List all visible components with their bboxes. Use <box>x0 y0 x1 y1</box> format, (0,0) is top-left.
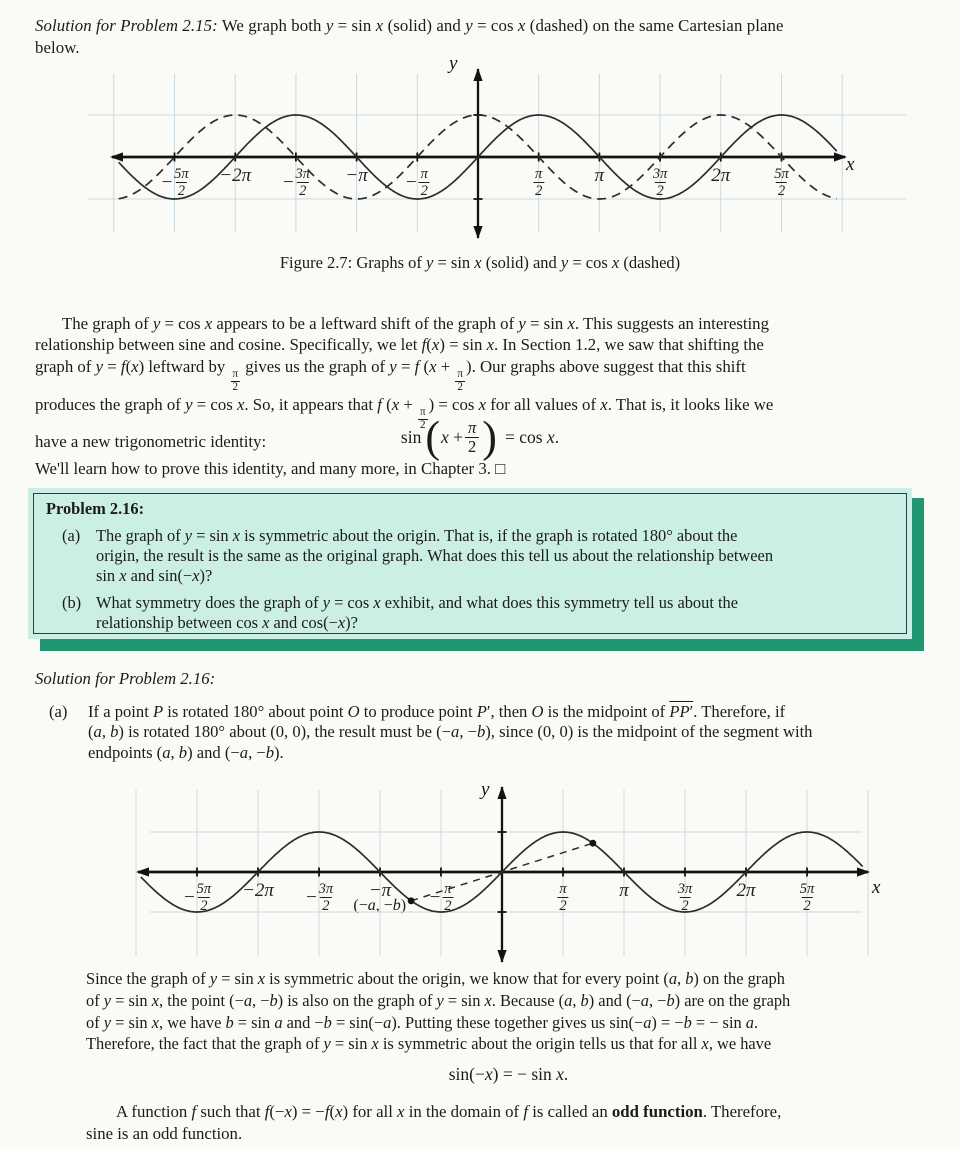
axis-tick-label: π 2 <box>535 166 543 200</box>
text-line: of y = sin x, the point (−a, −b) is also on the graph of y = sin x. Because (a, b) and (−a, −b) are on the graph <box>86 990 791 1010</box>
axis-arrowhead <box>473 68 482 81</box>
text-line: If a point P is rotated 180° about point O to produce point P′, then O is the midpoint of PP′. Therefore, if <box>88 702 786 721</box>
solution-215-paragraph <box>35 15 928 59</box>
figure-sine-symmetry-graph <box>0 778 960 966</box>
axis-arrowhead <box>110 152 123 161</box>
lettered-item <box>49 702 925 763</box>
axis-tick-label: −π <box>368 880 392 901</box>
equation-sin: sin <box>400 426 422 447</box>
axis-tick-label: − $\frac{3\pi}{2}$ <box>281 166 311 200</box>
axis-tick-label: − $\frac{3\pi}{2}$ <box>304 881 334 915</box>
inline-fraction: $\frac{\pi}{2}$ <box>232 368 239 393</box>
axis-tick-label: − $\frac{\pi}{2}$ <box>428 881 452 915</box>
text-line: A function f such that f(−x) = −f(x) for all x in the domain of f is called an odd function. Therefore, <box>116 1102 782 1121</box>
axis-tick-label: − $\frac{5\pi}{2}$ <box>160 166 189 200</box>
fraction-denominator: 2 <box>465 437 479 456</box>
y-axis-label: y <box>481 779 490 800</box>
text-line: The graph of y = sin x is symmetric about the origin. That is, if the graph is rotated 180° about the <box>96 526 738 545</box>
axis-tick-label: −2π <box>242 880 274 901</box>
graph-canvas <box>0 53 960 248</box>
axis-tick-label: π 2 <box>559 881 567 915</box>
equation-rhs: = cos x. <box>504 426 560 447</box>
marked-point <box>408 897 415 904</box>
item-body <box>96 526 896 586</box>
axis-tick-label: 2π <box>736 880 756 901</box>
solution-216-item-a <box>49 702 925 763</box>
item-label: (b) <box>62 593 82 612</box>
inline-fraction: $\frac{\pi}{2}$ <box>420 406 426 431</box>
axis-tick-label: 5π 2 <box>774 166 789 200</box>
solution-216-heading: Solution for Problem 2.16: <box>35 669 216 688</box>
axis-arrowhead <box>136 867 149 876</box>
odd-function-paragraph <box>86 1101 931 1144</box>
axis-arrowhead <box>497 950 506 963</box>
axis-tick-label: π <box>619 880 629 901</box>
equation-argument: x + <box>441 426 464 447</box>
text-line: sine is an odd function. <box>86 1123 243 1143</box>
problem-box <box>28 488 912 639</box>
pi-over-two-fraction <box>465 419 479 456</box>
text-line: We'll learn how to prove this identity, and many more, in Chapter 3. □ <box>35 459 506 478</box>
x-axis-label: x <box>846 154 855 175</box>
item-label: (a) <box>49 702 68 721</box>
problem-box-border <box>33 493 907 634</box>
problem-title: Problem 2.16: <box>46 499 145 518</box>
inline-fraction: $\frac{\pi}{2}$ <box>457 368 463 393</box>
point-label: (−a, −b) <box>353 896 407 914</box>
symmetry-explanation-paragraph <box>86 968 931 1055</box>
marked-point <box>589 840 596 847</box>
text-line: Since the graph of y = sin x is symmetric about the origin, we know that for every point (a, b) on the graph <box>86 969 785 988</box>
axis-arrowhead <box>473 226 482 239</box>
figure-sine-cosine-graph <box>0 53 960 248</box>
item-body <box>88 702 925 763</box>
axis-tick-label: 2π <box>711 165 731 186</box>
text-line: have a new trigonometric identity: <box>35 432 267 452</box>
axis-tick-label: 5π 2 <box>799 881 815 915</box>
problem-items <box>46 526 896 633</box>
text-line: relationship between sine and cosine. Specifically, we let f(x) = sin x. In Section 1.2, we saw that shifting the <box>35 335 764 355</box>
axis-tick-label: 3π 2 <box>677 881 693 915</box>
odd-identity-equation: sin(−x) = − sin x. <box>448 1064 569 1084</box>
open-paren: ( <box>425 411 441 462</box>
graph-canvas <box>0 778 960 966</box>
text-line: below. <box>35 38 80 57</box>
text-line: Solution for Problem 2.15: We graph both y = sin x (solid) and y = cos x (dashed) on the same Cartesian plane <box>35 16 784 35</box>
text-line: endpoints (a, b) and (−a, −b). <box>88 742 284 762</box>
x-axis-label: x <box>872 877 881 898</box>
text-line: relationship between cos x and cos(−x)? <box>96 613 358 632</box>
lettered-item <box>46 593 896 633</box>
text-line: Therefore, the fact that the graph of y = sin x is symmetric about the origin tells us that for all x, we have <box>86 1034 772 1054</box>
text-line: graph of y = f(x) leftward by $\frac{\pi}{2}$ gives us the graph of y = f (x + $\frac{\pi}{2}$ ). Our graphs above suggest that this shift <box>35 356 746 393</box>
text-line: produces the graph of y = cos x. So, it appears that f (x + $\frac{\pi}{2}$ ) = cos x for all values of x. That is, it looks like we <box>35 394 774 431</box>
figure-caption: Figure 2.7: Graphs of y = sin x (solid) and y = cos x (dashed) <box>279 253 681 272</box>
axis-tick-label: π <box>594 165 605 186</box>
close-paren: ) <box>482 411 497 462</box>
fraction-numerator: π <box>468 417 477 437</box>
item-label: (a) <box>62 526 81 545</box>
item-body <box>96 593 896 633</box>
text-line: The graph of y = cos x appears to be a leftward shift of the graph of y = sin x. This suggests an interesting <box>62 314 769 333</box>
text-line: (a, b) is rotated 180° about (0, 0), the result must be (−a, −b), since (0, 0) is the midpoint of the segment with <box>88 722 813 742</box>
axis-tick-label: −π <box>345 165 368 186</box>
chapter3-paragraph <box>35 459 928 479</box>
axis-arrowhead <box>497 786 506 799</box>
axis-tick-label: 3π 2 <box>652 166 668 200</box>
text-line: What symmetry does the graph of y = cos x exhibit, and what does this symmetry tell us about the <box>96 593 738 612</box>
axis-tick-label: − $\frac{5\pi}{2}$ <box>182 881 212 915</box>
y-axis-label: y <box>449 53 458 74</box>
axis-tick-label: − $\frac{\pi}{2}$ <box>404 166 428 200</box>
text-line: origin, the result is the same as the original graph. What does this tell us about the relationship between <box>96 546 774 565</box>
text-line: of y = sin x, we have b = sin a and −b = sin(−a). Putting these together gives us sin(−a) = −b = − sin a. <box>86 1012 759 1032</box>
axis-tick-label: −2π <box>219 165 252 186</box>
text-line: sin x and sin(−x)? <box>96 566 213 585</box>
lettered-item <box>46 526 896 586</box>
